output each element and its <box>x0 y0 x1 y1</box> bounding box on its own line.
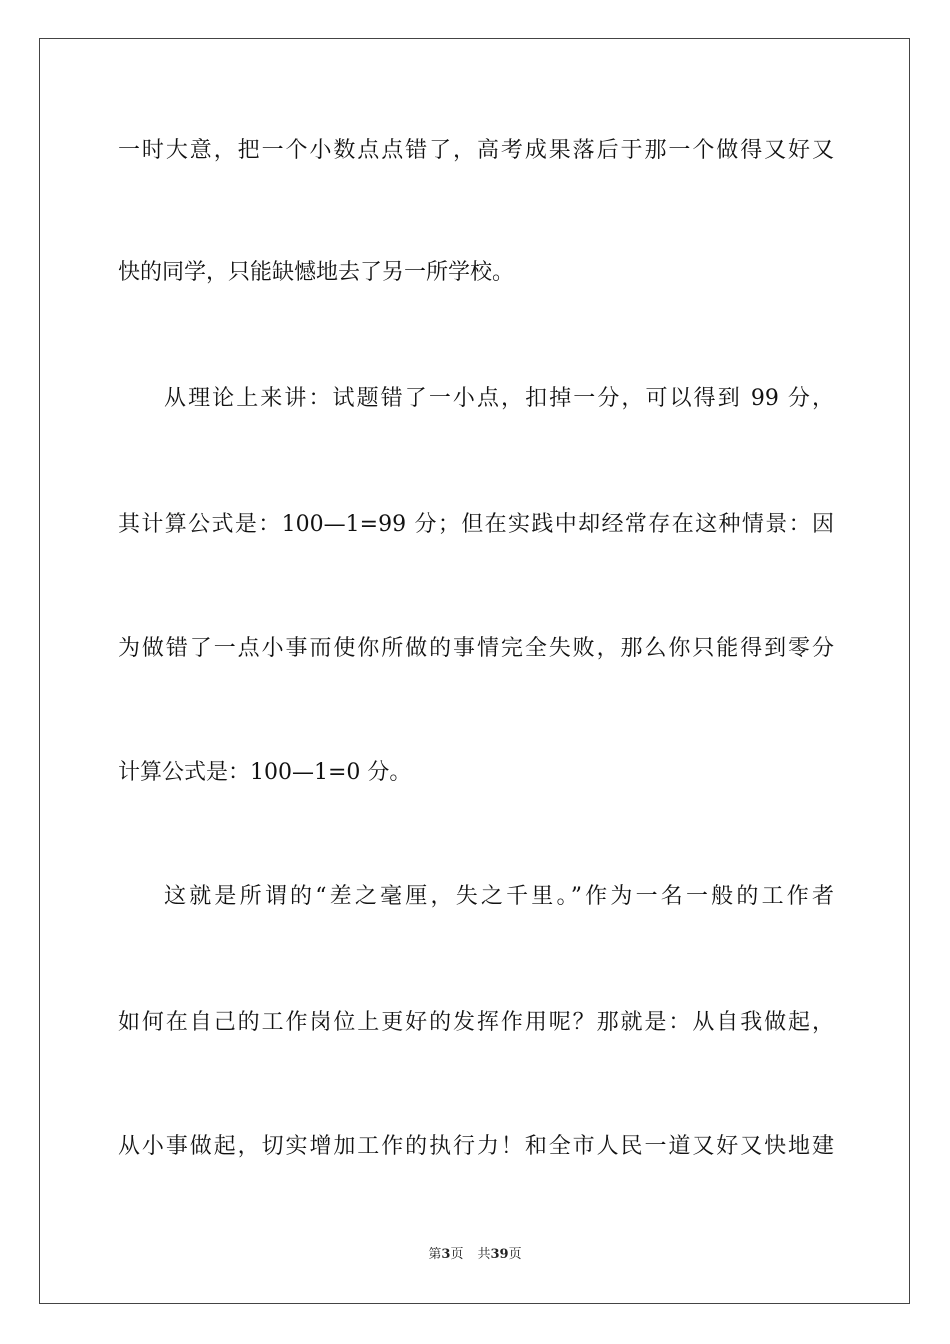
page-frame <box>39 38 910 1304</box>
footer-page-prefix: 第 <box>428 1247 442 1262</box>
footer-total-pages: 39 <box>490 1247 509 1262</box>
paragraph-line-4: 其计算公式是：100—1=99 分；但在实践中却经常存在这种情景：因 <box>118 512 834 537</box>
footer-page-suffix: 页 <box>450 1247 464 1262</box>
paragraph-line-8: 如何在自己的工作岗位上更好的发挥作用呢？那就是：从自我做起， <box>118 1010 834 1035</box>
footer-total-suffix: 页 <box>508 1247 522 1262</box>
paragraph-line-1: 一时大意，把一个小数点点错了，高考成果落后于那一个做得又好又 <box>118 138 834 163</box>
paragraph-line-7: 这就是所谓的“差之毫厘，失之千里。”作为一名一般的工作者 <box>164 884 834 909</box>
paragraph-line-9: 从小事做起，切实增加工作的执行力！和全市人民一道又好又快地建 <box>118 1134 834 1159</box>
paragraph-line-5: 为做错了一点小事而使你所做的事情完全失败，那么你只能得到零分 <box>118 636 834 661</box>
paragraph-line-3: 从理论上来讲：试题错了一小点，扣掉一分，可以得到 99 分， <box>164 386 834 411</box>
footer-total-prefix: 共 <box>477 1247 491 1262</box>
page-footer <box>0 1246 950 1264</box>
paragraph-line-6: 计算公式是：100—1=0 分。 <box>118 760 412 785</box>
paragraph-line-2: 快的同学，只能缺憾地去了另一所学校。 <box>118 260 515 285</box>
footer-page-number: 3 <box>441 1247 451 1262</box>
